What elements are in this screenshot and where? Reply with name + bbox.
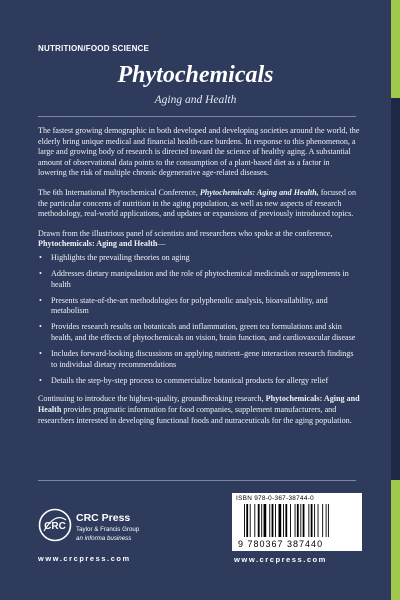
list-intro-title: Phytochemicals: Aging and Health bbox=[38, 239, 158, 249]
list-item: • Addresses dietary manipulation and the role of phytochemical medicinals or supplements in health bbox=[38, 269, 360, 290]
barcode-bar bbox=[258, 504, 260, 537]
barcode-bar bbox=[246, 504, 248, 537]
barcode-bar bbox=[264, 504, 267, 537]
list-item: • Presents state-of-the-art methodologies for polyphenolic analysis, bioavailability, and metabolism bbox=[38, 296, 360, 317]
barcode-bar bbox=[295, 504, 296, 537]
crc-logo-icon bbox=[38, 508, 72, 542]
crc-logo-text: CRC bbox=[44, 521, 66, 532]
list-item: • Details the step-by-step process to commercialize botanical products for allergy relief bbox=[38, 376, 360, 387]
conference-title: Phytochemicals: Aging and Health, bbox=[199, 187, 319, 197]
barcode-bar bbox=[269, 504, 270, 537]
barcode-bar bbox=[300, 504, 301, 537]
barcode-bar bbox=[244, 504, 245, 537]
barcode-bar bbox=[297, 504, 299, 537]
isbn-label: ISBN 978-0-367-38744-0 bbox=[236, 495, 315, 502]
feature-list bbox=[38, 253, 360, 386]
publisher-block bbox=[38, 508, 168, 568]
blurb-closing: Continuing to introduce the highest-quality, groundbreaking research, Phytochemicals: Aging and Health provides pragmatic information for food companies, supplement manufacturers, and researchers interested in developing functional foods and nutraceuticals for the aging population. bbox=[38, 394, 360, 425]
divider-bottom bbox=[38, 480, 356, 481]
barcode-bar bbox=[328, 504, 329, 537]
barcode-graphic bbox=[236, 504, 358, 549]
list-item: • Provides research results on botanicals and inflammation, green tea formulations and skin health, and the effects of phytochemicals on vision, brain function, and cardiovascular disease bbox=[38, 322, 360, 343]
isbn-barcode bbox=[232, 493, 362, 551]
barcode-bar bbox=[275, 504, 276, 537]
barcode-bar bbox=[261, 504, 262, 537]
barcode-bar bbox=[285, 504, 287, 537]
closing-title: Phytochemicals: Aging and Health bbox=[38, 394, 360, 414]
list-item: • Highlights the prevailing theories on aging bbox=[38, 253, 360, 264]
barcode-bar bbox=[283, 504, 284, 537]
barcode-bar bbox=[311, 504, 313, 537]
blurb-paragraph-2: The 6th International Phytochemical Conference, Phytochemicals: Aging and Health, focused on the particular concerns of nutrition in the aging population, as well as new aspects of research methodology, real-world applications, and updates or expansions of previously introduced topics. bbox=[38, 187, 357, 219]
barcode-bar bbox=[318, 504, 319, 537]
book-subtitle: Aging and Health bbox=[154, 94, 237, 106]
barcode-bar bbox=[326, 504, 327, 537]
barcode-bar bbox=[254, 504, 255, 537]
barcode-bar bbox=[314, 504, 315, 537]
barcode-bar bbox=[290, 504, 291, 537]
barcode-bar bbox=[308, 504, 309, 537]
barcode-digits: 9 780367 387440 bbox=[238, 539, 324, 549]
publisher-informa: an informa business bbox=[76, 535, 132, 542]
book-title: Phytochemicals bbox=[117, 62, 274, 88]
divider-top bbox=[38, 116, 356, 117]
blurb-paragraph-1: The fastest growing demographic in both developed and developing societies around the world, the elderly bring unique medical and financial health-care burdens. In response to this phenomenon, a large and growing body of research is directed toward the science of healthy aging. A substantial amount of observational data points to the consumption of a plant-based diet as a factor in lowering the risk of multiple chronic degenerative age-related diseases. bbox=[38, 126, 360, 178]
barcode-bar bbox=[322, 504, 323, 537]
list-item: • Includes forward-looking discussions on applying nutrient–gene interaction research findings to individual dietary recommendations bbox=[38, 349, 360, 370]
green-accent-tab-top bbox=[391, 0, 400, 98]
publisher-name: CRC Press bbox=[76, 512, 131, 524]
category-label: NUTRITION/FOOD SCIENCE bbox=[38, 44, 150, 53]
barcode-bar bbox=[272, 504, 274, 537]
publisher-group: Taylor & Francis Group bbox=[76, 526, 140, 533]
website-url: www.crcpress.com bbox=[234, 555, 327, 564]
barcode-bar bbox=[279, 504, 282, 537]
list-intro: Drawn from the illustrious panel of scientists and researchers who spoke at the conference, Phytochemicals: Aging and Health— bbox=[38, 228, 333, 249]
blurb-body bbox=[38, 126, 360, 435]
barcode-bar bbox=[250, 504, 251, 537]
barcode-bar bbox=[303, 504, 305, 537]
publisher-url: www.crcpress.com bbox=[38, 554, 131, 563]
green-accent-tab-bottom bbox=[391, 480, 400, 600]
